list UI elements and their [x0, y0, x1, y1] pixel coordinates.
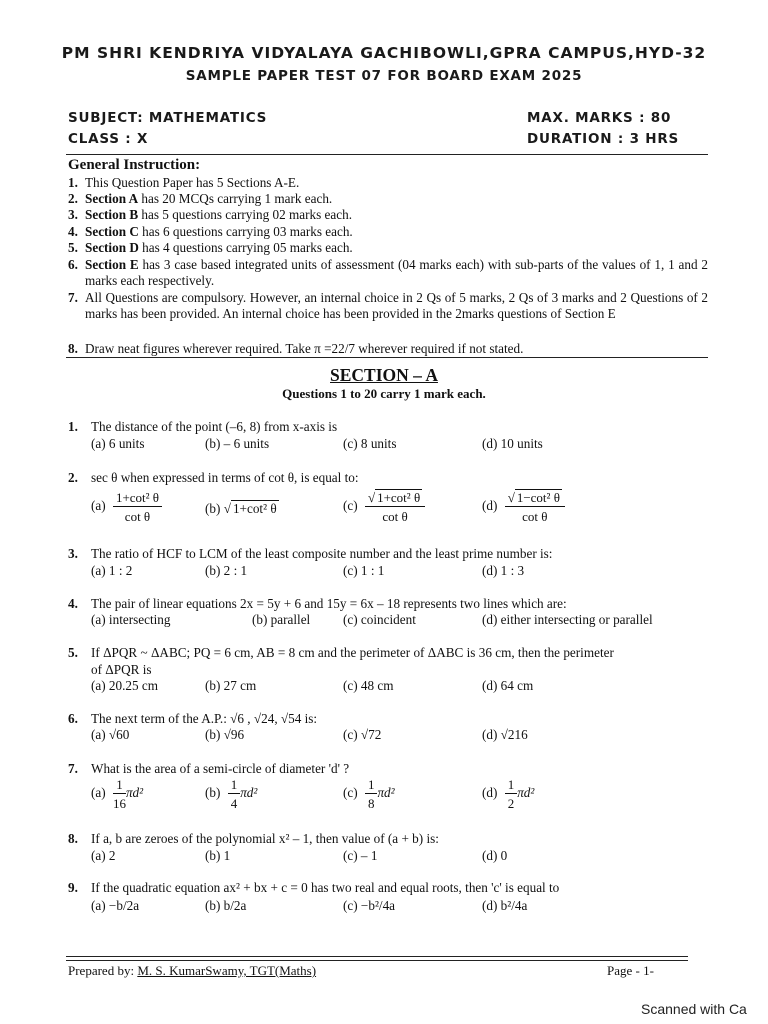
q5-option-b: (b) 27 cm [205, 678, 257, 693]
q4-option-d: (d) either intersecting or parallel [482, 612, 653, 627]
question-6: 6. The next term of the A.P.: √6 , √24, √54 is: [68, 711, 318, 726]
instruction-item: 1. This Question Paper has 5 Sections A-E. [68, 175, 300, 190]
q3-option-c: (c) 1 : 1 [343, 563, 385, 578]
question-5-cont: of ΔPQR is [91, 662, 152, 677]
author-name: M. S. KumarSwamy, TGT(Maths) [137, 963, 317, 978]
instruction-item: 7. All Questions are compulsory. However, an internal choice in 2 Qs of 5 marks, 2 Qs of 3 marks and 2 Questions of 2 marks has been provided. An internal choice has been provided in the 2marks questions of Section E [68, 290, 708, 322]
duration-label: DURATION : 3 HRS [527, 131, 680, 147]
instruction-item: 8. Draw neat figures wherever required. Take π =22/7 wherever required if not stated. [68, 341, 524, 356]
q6-option-d: (d) √216 [482, 727, 528, 742]
q4-option-c: (c) coincident [343, 612, 416, 627]
q7-option-a: (a) $\frac{1}{16}$ πd² [91, 777, 144, 811]
q9-option-c: (c) −b²/4a [343, 898, 396, 913]
q9-option-d: (d) b²/4a [482, 898, 528, 913]
footer-divider [66, 956, 688, 957]
q8-option-a: (a) 2 [91, 848, 116, 863]
question-8: 8. If a, b are zeroes of the polynomial x² – 1, then value of (a + b) is: [68, 831, 439, 846]
q8-option-d: (d) 0 [482, 848, 508, 863]
scanner-watermark: Scanned with Ca [641, 1001, 747, 1017]
q4-option-b: (b) parallel [252, 612, 311, 627]
question-4: 4. The pair of linear equations 2x = 5y + 6 and 15y = 6x – 18 represents two lines which are: [68, 596, 567, 611]
q1-option-b: (b) – 6 units [205, 436, 270, 451]
section-subtitle: Questions 1 to 20 carry 1 mark each. [282, 386, 486, 401]
q2-option-b: (b) √ 1+cot² θ [205, 501, 277, 516]
instruction-item: 4. Section C has 6 questions carrying 03 marks each. [68, 224, 353, 239]
q1-option-d: (d) 10 units [482, 436, 543, 451]
q2-option-d: (d) $\frac{\text{√ 1−cot² θ}}{\text{cot θ}}$ [482, 490, 565, 524]
q7-option-d: (d) $\frac{1}{2}$ πd² [482, 777, 535, 811]
instruction-item: 5. Section D has 4 questions carrying 05 marks each. [68, 240, 353, 255]
q8-option-b: (b) 1 [205, 848, 231, 863]
prepared-by: Prepared by: M. S. KumarSwamy, TGT(Maths) [68, 963, 317, 978]
q9-option-b: (b) b/2a [205, 898, 247, 913]
question-3: 3. The ratio of HCF to LCM of the least composite number and the least prime number is: [68, 546, 553, 561]
question-5: 5. If ΔPQR ~ ΔABC; PQ = 6 cm, AB = 8 cm and the perimeter of ΔABC is 36 cm, then the perimeter [68, 645, 614, 660]
q7-option-b: (b) $\frac{1}{4}$ πd² [205, 777, 258, 811]
footer-divider-inner [66, 960, 688, 961]
q1-option-a: (a) 6 units [91, 436, 145, 451]
q7-option-c: (c) $\frac{1}{8}$ πd² [343, 777, 395, 811]
instruction-item: 3. Section B has 5 questions carrying 02 marks each. [68, 207, 352, 222]
q4-option-a: (a) intersecting [91, 612, 171, 627]
question-1: 1. The distance of the point (–6, 8) from x-axis is [68, 419, 338, 434]
class-label: CLASS : X [68, 131, 149, 147]
page-number: Page - 1- [607, 963, 654, 978]
instructions-divider [66, 357, 708, 358]
q2-option-c: (c) $\frac{\text{√ 1+cot² θ}}{\text{cot θ}}$ [343, 490, 425, 524]
question-2: 2. sec θ when expressed in terms of cot θ, is equal to: [68, 470, 359, 485]
q1-option-c: (c) 8 units [343, 436, 397, 451]
q3-option-b: (b) 2 : 1 [205, 563, 248, 578]
instruction-item: 6. Section E has 3 case based integrated units of assessment (04 marks each) with sub-parts of the values of 1, 1 and 2 marks each respectively. [68, 257, 708, 289]
question-9: 9. If the quadratic equation ax² + bx + c = 0 has two real and equal roots, then 'c' is equal to [68, 880, 560, 895]
q5-option-c: (c) 48 cm [343, 678, 394, 693]
header-divider [66, 154, 708, 155]
q6-option-b: (b) √96 [205, 727, 245, 742]
q9-option-a: (a) −b/2a [91, 898, 140, 913]
school-title: PM SHRI KENDRIYA VIDYALAYA GACHIBOWLI,GPRA CAMPUS,HYD-32 [61, 44, 707, 62]
instructions-title: General Instruction: [68, 157, 201, 173]
question-7: 7. What is the area of a semi-circle of diameter 'd' ? [68, 761, 350, 776]
section-title: SECTION – A [330, 365, 438, 385]
q3-option-d: (d) 1 : 3 [482, 563, 525, 578]
q5-option-a: (a) 20.25 cm [91, 678, 159, 693]
q8-option-c: (c) – 1 [343, 848, 378, 863]
q6-option-c: (c) √72 [343, 727, 382, 742]
q3-option-a: (a) 1 : 2 [91, 563, 133, 578]
q2-option-a: (a) $\frac{\text{1+cot² θ}}{\text{cot θ}}$ [91, 490, 162, 524]
max-marks-label: MAX. MARKS : 80 [527, 110, 672, 126]
q6-option-a: (a) √60 [91, 727, 130, 742]
q5-option-d: (d) 64 cm [482, 678, 534, 693]
test-title: SAMPLE PAPER TEST 07 FOR BOARD EXAM 2025 [185, 68, 583, 84]
subject-label: SUBJECT: MATHEMATICS [68, 110, 268, 126]
instruction-item: 2. Section A has 20 MCQs carrying 1 mark each. [68, 191, 333, 206]
